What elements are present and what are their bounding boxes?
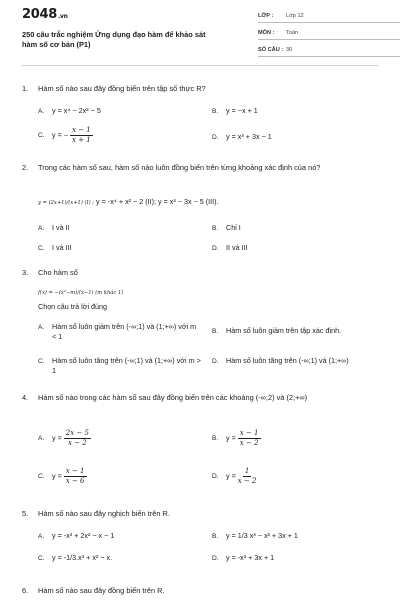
option-text: y = -x³ + 2x² − x − 1 — [52, 531, 115, 540]
option-text: II và III — [226, 243, 248, 252]
meta-value: Lớp 12 — [286, 13, 304, 19]
option-c[interactable] — [38, 126, 95, 145]
denominator: x − 2 — [237, 477, 257, 485]
question-number: 3. — [22, 268, 29, 277]
document-header — [22, 0, 378, 66]
numerator: x − 1 — [71, 126, 91, 134]
option-text: I và III — [52, 243, 72, 252]
meta-value: Toán — [286, 30, 299, 36]
denominator: x + 1 — [71, 136, 91, 144]
option-b[interactable] — [212, 531, 298, 542]
option-c[interactable] — [38, 467, 89, 486]
logo-suffix: .vn — [57, 13, 68, 20]
option-text: y = -x³ + 3x + 1 — [226, 553, 275, 562]
option-a[interactable] — [38, 429, 93, 448]
option-letter: D. — [212, 134, 219, 141]
question-number: 5. — [22, 509, 29, 518]
question-text: Hàm số nào sau đây đồng biến trên R. — [38, 586, 165, 595]
option-letter: B. — [212, 533, 219, 540]
option-letter: A. — [38, 225, 45, 232]
option-text: y = — [52, 471, 62, 481]
option-b[interactable] — [212, 326, 341, 337]
option-text: y = −x + 1 — [226, 106, 258, 115]
option-letter: B. — [212, 225, 219, 232]
meta-key: LỚP : — [258, 13, 274, 19]
option-letter: B. — [212, 435, 219, 443]
option-text: y = -1/3.x³ + x² − x. — [52, 553, 113, 562]
option-d[interactable] — [212, 553, 274, 564]
option-letter: C. — [38, 245, 45, 252]
option-letter: C. — [38, 132, 45, 140]
question-text: Hàm số nào sau đây đồng biến trên tập số thực R? — [38, 84, 206, 93]
option-letter: D. — [212, 473, 219, 481]
option-text: y = − — [52, 130, 68, 140]
question-number: 1. — [22, 84, 29, 93]
question-text: Hàm số nào trong các hàm số sau đây đồng biến trên các khoảng (-∞;2) và (2;+∞) — [38, 393, 308, 402]
meta-value: 30 — [286, 47, 293, 53]
meta-row-subject — [258, 27, 400, 40]
option-text: y = — [52, 433, 62, 443]
meta-row-count — [258, 44, 400, 57]
option-letter: C. — [38, 555, 45, 562]
meta-row-class — [258, 10, 400, 23]
option-letter: B. — [212, 328, 219, 335]
option-text: y = — [226, 471, 236, 481]
option-letter: A. — [38, 324, 45, 331]
question-number: 6. — [22, 586, 29, 595]
option-letter: D. — [212, 555, 219, 562]
option-text: Hàm số luôn tăng trên (-∞;1) và (1;+∞) với m > 1 — [52, 356, 201, 375]
option-text: y = 1/3 x³ − x² + 3x + 1 — [226, 531, 298, 540]
denominator: x − 6 — [65, 477, 85, 485]
formula-text: y = -x⁴ + x² − 2 (II); y = x³ − 3x − 5 (III). — [96, 197, 219, 206]
denominator: x − 2 — [68, 439, 87, 447]
meta-key: SỐ CÂU : — [258, 47, 284, 53]
option-text: y = — [226, 433, 236, 443]
formula-line: f(x) = −(x²−m)/(x−1) (m khác 1) — [38, 290, 124, 296]
option-b[interactable] — [212, 106, 258, 117]
question-number: 4. — [22, 393, 29, 402]
option-text: y = x⁴ − 2x² − 5 — [52, 106, 101, 115]
document-title: 250 câu trắc nghiệm Ứng dụng đạo hàm để khảo sát hàm số cơ bản (P1) — [22, 30, 206, 49]
option-c[interactable] — [38, 356, 202, 376]
option-b[interactable] — [212, 223, 241, 234]
option-d[interactable] — [212, 356, 366, 367]
meta-table — [258, 10, 400, 61]
formula-small: y = (2x+1)/(x+1) (I) ; — [38, 200, 95, 206]
formula-line — [38, 197, 219, 208]
option-text: Chỉ I — [226, 223, 241, 232]
option-letter: A. — [38, 435, 45, 443]
numerator: 2x − 5 — [65, 429, 89, 437]
numerator: x − 1 — [239, 429, 259, 437]
fraction — [64, 467, 87, 486]
fraction — [64, 429, 91, 448]
question-text: Trong các hàm số sau, hàm số nào luôn đồng biến trên từng khoảng xác định của nó? — [38, 163, 321, 172]
fraction — [70, 126, 93, 145]
option-d[interactable] — [212, 132, 272, 143]
meta-key: MÔN : — [258, 30, 275, 36]
option-text: Hàm số luôn giảm trên (-∞;1) và (1;+∞) với m < 1 — [52, 322, 197, 341]
question-text: Cho hàm số — [38, 268, 78, 277]
option-letter: A. — [38, 533, 45, 540]
option-text: I và II — [52, 223, 70, 232]
option-a[interactable] — [38, 223, 70, 234]
option-c[interactable] — [38, 243, 72, 254]
option-letter: C. — [38, 473, 45, 481]
option-a[interactable] — [38, 322, 202, 342]
question-text: Hàm số nào sau đây nghịch biến trên R. — [38, 509, 170, 518]
option-a[interactable] — [38, 106, 101, 117]
option-letter: D. — [212, 358, 219, 365]
question-prompt: Chọn câu trả lời đúng — [38, 302, 108, 311]
option-a[interactable] — [38, 531, 114, 542]
numerator: x − 1 — [65, 467, 85, 475]
fraction — [238, 429, 261, 448]
option-text: Hàm số luôn tăng trên (-∞;1) và (1;+∞) — [226, 356, 349, 365]
option-text: y = x³ + 3x − 1 — [226, 132, 272, 141]
option-letter: B. — [212, 108, 219, 115]
option-text: Hàm số luôn giảm trên tập xác định. — [226, 326, 342, 335]
option-letter: D. — [212, 245, 219, 252]
fraction — [238, 467, 257, 486]
option-b[interactable] — [212, 429, 263, 448]
option-letter: C. — [38, 358, 45, 365]
denominator: x − 2 — [239, 439, 259, 447]
option-d[interactable] — [212, 243, 248, 254]
logo-text: 2048 — [22, 7, 57, 22]
option-d[interactable] — [212, 467, 259, 486]
numerator: 1 — [244, 467, 250, 475]
option-c[interactable] — [38, 553, 112, 564]
logo[interactable] — [22, 7, 68, 22]
question-number: 2. — [22, 163, 29, 172]
option-letter: A. — [38, 108, 45, 115]
